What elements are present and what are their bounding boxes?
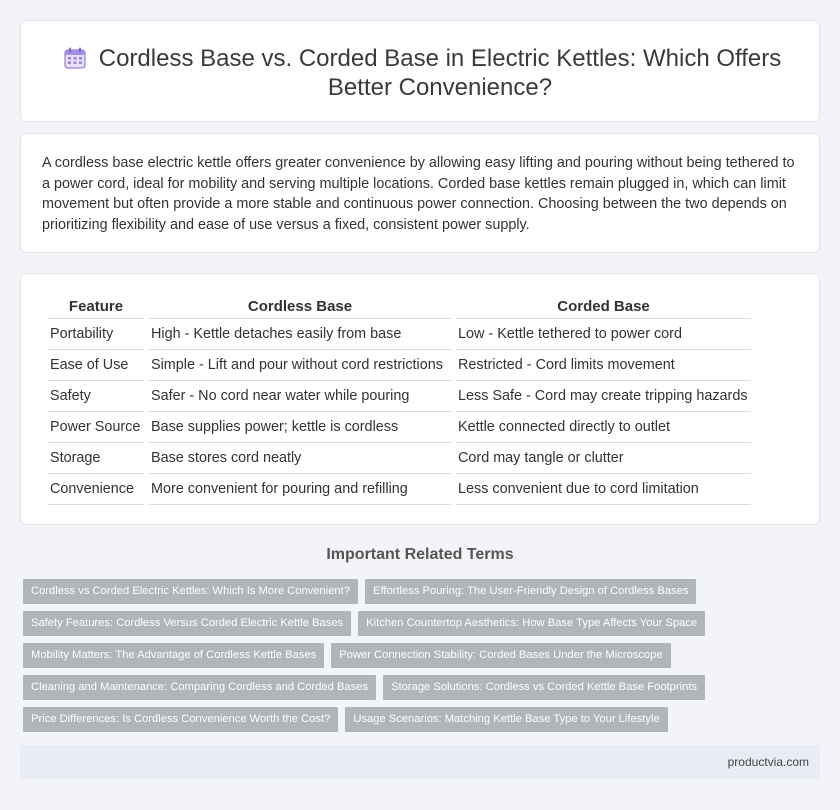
comparison-table: [43, 295, 756, 505]
column-header-feature: Feature: [48, 295, 144, 319]
related-term-link[interactable]: Storage Solutions: Cordless vs Corded Kettle Base Footprints: [383, 675, 705, 700]
table-row: [48, 474, 751, 505]
intro-card: [20, 133, 820, 253]
intro-paragraph: A cordless base electric kettle offers greater convenience by allowing easy lifting and pouring without being tethered to a power cord, ideal for mobility and serving multiple locations. Corded base kettles remain plugged in, which can limit movement but often provide a more stable and continuous power connection. Choosing between the two depends on prioritizing flexibility and ease of use versus a fixed, consistent power supply.: [42, 155, 795, 233]
cordless-cell: Safer - No cord near water while pouring: [149, 381, 451, 412]
table-row: [48, 443, 751, 474]
table-row: [48, 319, 751, 350]
related-term-link[interactable]: Cordless vs Corded Electric Kettles: Which Is More Convenient?: [23, 579, 358, 604]
related-terms-row: [23, 707, 823, 732]
feature-cell: Power Source: [48, 412, 144, 443]
feature-cell: Portability: [48, 319, 144, 350]
related-term-link[interactable]: Usage Scenarios: Matching Kettle Base Type to Your Lifestyle: [345, 707, 667, 732]
feature-cell: Convenience: [48, 474, 144, 505]
related-term-link[interactable]: Kitchen Countertop Aesthetics: How Base Type Affects Your Space: [358, 611, 705, 636]
page-title: Cordless Base vs. Corded Base in Electric Kettles: Which Offers Better Convenience?: [98, 45, 782, 101]
related-terms-row: [23, 579, 823, 604]
related-term-link[interactable]: Power Connection Stability: Corded Bases Under the Microscope: [331, 643, 670, 668]
footer-site-link[interactable]: productvia.com: [727, 755, 809, 769]
title-card: [20, 20, 820, 122]
column-header-cordless: Cordless Base: [149, 295, 451, 319]
table-row: [48, 412, 751, 443]
cordless-cell: Simple - Lift and pour without cord restrictions: [149, 350, 451, 381]
feature-cell: Safety: [48, 381, 144, 412]
cordless-cell: More convenient for pouring and refilling: [149, 474, 451, 505]
related-terms-list: [23, 579, 823, 739]
related-term-link[interactable]: Price Differences: Is Cordless Convenience Worth the Cost?: [23, 707, 338, 732]
related-term-link[interactable]: Cleaning and Maintenance: Comparing Cordless and Corded Bases: [23, 675, 376, 700]
column-header-corded: Corded Base: [456, 295, 751, 319]
related-terms-row: [23, 675, 823, 700]
related-term-link[interactable]: Safety Features: Cordless Versus Corded Electric Kettle Bases: [23, 611, 351, 636]
corded-cell: Low - Kettle tethered to power cord: [456, 319, 751, 350]
corded-cell: Less convenient due to cord limitation: [456, 474, 751, 505]
cordless-cell: High - Kettle detaches easily from base: [149, 319, 451, 350]
feature-cell: Ease of Use: [48, 350, 144, 381]
cordless-cell: Base supplies power; kettle is cordless: [149, 412, 451, 443]
related-terms-row: [23, 643, 823, 668]
cordless-cell: Base stores cord neatly: [149, 443, 451, 474]
feature-cell: Storage: [48, 443, 144, 474]
table-row: [48, 350, 751, 381]
related-term-link[interactable]: Effortless Pouring: The User-Friendly Design of Cordless Bases: [365, 579, 696, 604]
corded-cell: Kettle connected directly to outlet: [456, 412, 751, 443]
comparison-card: [20, 273, 820, 525]
corded-cell: Less Safe - Cord may create tripping hazards: [456, 381, 751, 412]
related-terms-row: [23, 611, 823, 636]
related-terms-heading: Important Related Terms: [326, 546, 514, 563]
corded-cell: Restricted - Cord limits movement: [456, 350, 751, 381]
corded-cell: Cord may tangle or clutter: [456, 443, 751, 474]
table-row: [48, 381, 751, 412]
related-term-link[interactable]: Mobility Matters: The Advantage of Cordless Kettle Bases: [23, 643, 324, 668]
footer-bar: [20, 745, 820, 779]
table-header-row: [48, 295, 751, 319]
